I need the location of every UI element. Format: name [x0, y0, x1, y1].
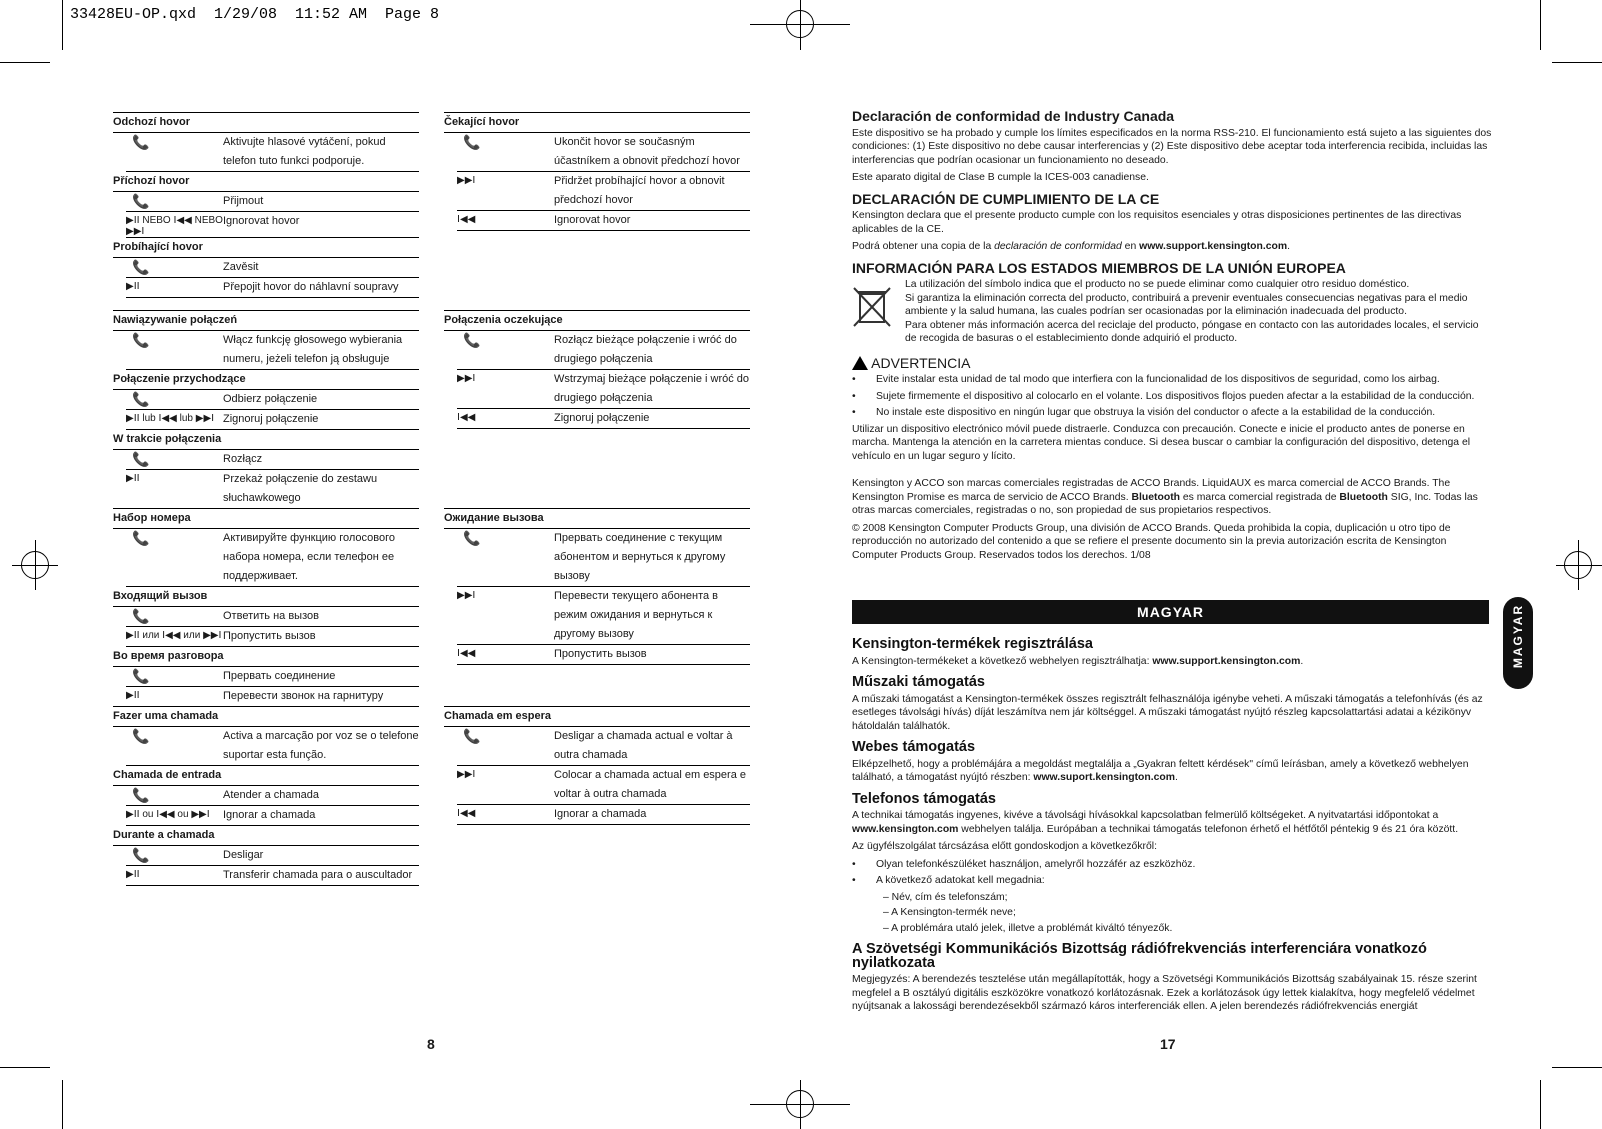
section-heading: W trakcie połączenia [113, 430, 419, 450]
registration-mark-icon [1564, 551, 1592, 579]
table-row: 📞 Zavěsit [126, 258, 419, 278]
section-heading: Набор номера [113, 508, 419, 529]
phone-handset-icon: 📞 [132, 609, 150, 625]
table-row: I◀◀ Zignoruj połączenie [457, 409, 750, 429]
skip-previous-icon: I◀◀ [457, 648, 476, 659]
table-row: 📞 Активируйте функцию голосового набора номера, если телефон ее поддерживает. [126, 529, 419, 587]
skip-next-icon: ▶▶I [195, 413, 215, 424]
play-pause-icon: ▶II [126, 473, 140, 484]
section-heading: Połączenie przychodzące [113, 370, 419, 390]
detail-item: – Név, cím és telefonszám; [883, 891, 1008, 903]
play-pause-icon: ▶II [126, 809, 140, 820]
table-row: 📞 Activa a marcação por voz se o telefone suportar esta função. [126, 727, 419, 766]
skip-previous-icon: I◀◀ [457, 214, 476, 225]
table-row: ▶II Transferir chamada para o auscultador [126, 866, 419, 886]
play-pause-icon: ▶II [126, 281, 140, 292]
section-heading: Příchozí hovor [113, 172, 419, 192]
technical-support-text: A műszaki támogatást a Kensington-termékek összes regisztrált felhasználója igénybe veheti. A műszaki támogatás a telefonhívás (és az esetleges távolsági hívás) díját leszámítva nem jár költséggel. A műszaki támogatást nyújtó részleg kapcsolattartási adatai a kézikönyv hátoldalán találhatók. [852, 693, 1483, 732]
table-row: ▶▶I Přidržet probíhající hovor a obnovit předchozí hovor [457, 172, 750, 211]
play-pause-icon: ▶II [126, 690, 140, 701]
table-row: ▶II ou I◀◀ ou ▶▶I Ignorar a chamada [126, 806, 419, 826]
skip-next-icon: ▶▶I [457, 769, 476, 780]
call-table [113, 706, 419, 886]
play-pause-icon: ▶II [126, 215, 140, 226]
skip-next-icon: ▶▶I [126, 226, 145, 237]
skip-previous-icon: I◀◀ [457, 808, 476, 819]
registration-heading: Kensington-termékek regisztrálása [852, 636, 1093, 652]
table-row: 📞 Ukončit hovor se současným účastníkem a obnovit předchozí hovor [457, 133, 750, 172]
crop-mark [0, 62, 50, 63]
eu-text-1: La utilización del símbolo indica que el producto no se puede eliminar como cualquier otro residuo doméstico. [905, 279, 1410, 290]
skip-next-icon: ▶▶I [191, 809, 210, 820]
table-row: 📞 Odbierz połączenie [126, 390, 419, 410]
section-heading: Čekající hovor [444, 112, 750, 133]
play-pause-icon: ▶II [126, 630, 140, 641]
phone-handset-icon: 📞 [132, 135, 150, 151]
section-heading: Chamada em espera [444, 706, 750, 727]
section-heading: Połączenia oczekujące [444, 310, 750, 331]
web-support-link[interactable]: www.suport.kensington.com [1033, 772, 1176, 783]
detail-item: – A problémára utaló jelek, illetve a problémát kiváltó tényezők. [883, 922, 1173, 934]
skip-previous-icon: I◀◀ [156, 809, 175, 820]
ce-copy-text: Podrá obtener una copia de la declaración de conformidad en www.support.kensington.com. [852, 241, 1290, 252]
phone-handset-icon: 📞 [132, 392, 150, 408]
file-header: 33428EU-OP.qxd 1/29/08 11:52 AM Page 8 [70, 6, 440, 23]
table-row: 📞 Rozłącz [126, 450, 419, 470]
table-row: 📞 Atender a chamada [126, 786, 419, 806]
fcc-text: Megjegyzés: A berendezés tesztelése után megállapították, hogy a Szövetségi Kommunikációs Bizottság szabályainak 15. része szerint megfelel a B osztályú digitális eszközökre vonatkozó korlátozásnak. Ezek a korlátozások úgy lettek kialakítva, hogy megfelelő védelmet nyújtsanak a lakossági berendezésekből származó káros interferenciák ellen. A jelen berendezés rádiófrekvenciás energiát [852, 974, 1477, 1012]
registration-mark-icon [786, 10, 814, 38]
play-pause-icon: ▶II [126, 869, 140, 880]
magyar-tab: MAGYAR [1503, 597, 1533, 689]
copyright-text: © 2008 Kensington Computer Products Group, una división de ACCO Brands. Queda prohibida la copia, duplicación u otro tipo de reproducción no autorizado del contenido a que se refiere el presente documento sin la previa autorización escrita de Kensington Computer Products Group. Reservados todos los derechos. 1/08 [852, 522, 1451, 561]
table-row: 📞 Desligar a chamada actual e voltar à outra chamada [457, 727, 750, 766]
registration-mark-icon [21, 551, 49, 579]
table-row: I◀◀ Пропустить вызов [457, 645, 750, 665]
table-row: ▶II или I◀◀ или ▶▶I Пропустить вызов [126, 627, 419, 647]
crop-mark [0, 1067, 50, 1068]
table-row: 📞 Aktivujte hlasové vytáčení, pokud telefon tuto funkci podporuje. [126, 133, 419, 172]
weee-bin-icon [852, 286, 892, 328]
phone-handset-icon: 📞 [132, 531, 150, 547]
section-heading: Ожидание вызова [444, 508, 750, 529]
table-row: ▶▶I Перевести текущего абонента в режим ожидания и вернуться к другому вызову [457, 587, 750, 645]
call-waiting-table [444, 310, 750, 429]
registration-text: A Kensington-termékeket a következő webhelyen regisztrálhatja: www.support.kensington.com. [852, 655, 1304, 667]
trademark-text: Kensington y ACCO son marcas comerciales registradas de ACCO Brands. LiquidAUX es marca comercial de ACCO Brands. The Kensington Promise es marca de servicio de ACCO Brands. Bluetooth es marca comercial registrada de Bluetooth SIG, Inc. Todas las otras marcas comerciales, registradas o no, son propiedad de sus propietarios respectivos. [852, 478, 1478, 516]
table-row: 📞 Прервать соединение [126, 667, 419, 687]
phone-handset-icon: 📞 [132, 452, 150, 468]
call-waiting-table [444, 112, 750, 231]
table-row: 📞 Desligar [126, 846, 419, 866]
hungarian-section [852, 630, 1492, 1018]
technical-support-heading: Műszaki támogatás [852, 674, 985, 690]
magyar-banner: MAGYAR [852, 600, 1489, 624]
crop-mark [1552, 62, 1602, 63]
call-table [113, 310, 419, 509]
section-heading: Nawiązywanie połączeń [113, 310, 419, 331]
table-row: 📞 Přijmout [126, 192, 419, 212]
table-row: 📞 Włącz funkcję głosowego wybierania numeru, jeżeli telefon ją obsługuje [126, 331, 419, 370]
warning-item: • Evite instalar esta unidad de tal modo que interfiera con la funcionalidad de los dispositivos de seguridad, como los airbag. [852, 373, 1492, 387]
warning-item: • No instale este dispositivo en ningún lugar que obstruya la visión del conductor o afecte a la estabilidad de la conducción. [852, 406, 1492, 420]
play-pause-icon: ▶II [126, 413, 140, 424]
phone-handset-icon: 📞 [463, 135, 481, 151]
section-heading: Chamada de entrada [113, 766, 419, 786]
web-support-text: Elképzelhető, hogy a problémájára a megoldást megtalálja a „Gyakran feltett kérdések" című leírásban, amely a következő webhelyen található, a támogatást nyújtó részben: www.suport.kensington.com. [852, 758, 1469, 783]
phone-handset-icon: 📞 [132, 788, 150, 804]
phone-support-text: A technikai támogatás ingyenes, kivéve a távolsági hívásokkal kapcsolatban felmerülő költségeket. A nyitvatartási időpontokat a www.kensington.com webhelyen találja. Európában a technikai támogatás telefonon érhető el hétfőtől péntekig 9 és 21 óra között. [852, 810, 1459, 835]
call-table [113, 508, 419, 707]
warning-heading: ADVERTENCIA [852, 354, 1492, 371]
eu-heading: INFORMACIÓN PARA LOS ESTADOS MIEMBROS DE LA UNIÓN EUROPEA [852, 259, 1346, 276]
phone-handset-icon: 📞 [132, 729, 150, 745]
crop-mark [1540, 0, 1541, 50]
ce-text: Kensington declara que el presente producto cumple con los requisitos esenciales y otras disposiciones pertinentes de las directivas aplicables de la CE. [852, 210, 1462, 235]
section-heading: Входящий вызов [113, 587, 419, 607]
call-table [113, 112, 419, 298]
table-row: ▶▶I Colocar a chamada actual em espera e voltar à outra chamada [457, 766, 750, 805]
skip-next-icon: ▶▶I [203, 630, 222, 641]
table-row: ▶II lub I◀◀ lub ▶▶I Zignoruj połączenie [126, 410, 419, 430]
section-heading: Durante a chamada [113, 826, 419, 846]
phone-handset-icon: 📞 [463, 729, 481, 745]
skip-previous-icon: I◀◀ [457, 412, 476, 423]
right-page-number: 17 [1160, 1036, 1176, 1052]
table-row: ▶II Перевести звонок на гарнитуру [126, 687, 419, 707]
phone-handset-icon: 📞 [132, 260, 150, 276]
support-link[interactable]: www.support.kensington.com [1152, 655, 1301, 667]
call-waiting-table [444, 706, 750, 825]
web-support-heading: Webes támogatás [852, 739, 976, 755]
warning-icon [852, 356, 868, 370]
registration-mark-icon [786, 1090, 814, 1118]
crop-mark [62, 1080, 63, 1129]
table-row: I◀◀ Ignorar a chamada [457, 805, 750, 825]
table-row: ▶II NEBO I◀◀ NEBO ▶▶I Ignorovat hovor [126, 212, 419, 238]
crop-mark [62, 0, 63, 50]
crop-mark [1552, 1067, 1602, 1068]
kensington-link[interactable]: www.kensington.com [852, 823, 959, 835]
industry-canada-heading: Declaración de conformidad de Industry Canada [852, 108, 1175, 124]
before-call-text: Az ügyfélszolgálat tárcsázása előtt gondoskodjon a következőkről: [852, 841, 1157, 852]
phone-handset-icon: 📞 [132, 194, 150, 210]
table-row: ▶II Přepojit hovor do náhlavní soupravy [126, 278, 419, 298]
phone-handset-icon: 📞 [132, 333, 150, 349]
skip-next-icon: ▶▶I [457, 590, 476, 601]
requirement-item: • A következő adatokat kell megadnia: [852, 874, 1492, 888]
table-row: ▶▶I Wstrzymaj bieżące połączenie i wróć do drugiego połączenia [457, 370, 750, 409]
skip-previous-icon: I◀◀ [158, 413, 177, 424]
detail-item: – A Kensington-termék neve; [883, 907, 1016, 918]
industry-canada-text: Este dispositivo se ha probado y cumple los límites especificados en la norma RSS-210. El funcionamiento está sujeto a las siguientes dos condiciones: (1) Este dispositivo no debe causar interferencias y (2) Este dispositivo debe aceptar toda interferencia recibida, incluidas las interferencias que podrían ocasionar un funcionamiento no deseado. [852, 127, 1492, 166]
table-row: I◀◀ Ignorovat hovor [457, 211, 750, 231]
table-row: 📞 Rozłącz bieżące połączenie i wróć do drugiego połączenia [457, 331, 750, 370]
ce-heading: DECLARACIÓN DE CUMPLIMIENTO DE LA CE [852, 190, 1160, 207]
skip-previous-icon: I◀◀ [162, 630, 181, 641]
eu-text-2: Si garantiza la eliminación correcta del producto, contribuirá a prevenir eventuales consecuencias negativas para el medio ambiente y la salud humana, las cuales podrían ser ocasionadas por la eliminación inadecuada del producto. [905, 292, 1468, 317]
eu-text-3a: Para obtener más información acerca del reciclaje del producto, póngase en contacto con las autoridades locales, el servicio de recogida de basuras o el establecimiento donde adquirió el producto. [905, 319, 1479, 344]
skip-previous-icon: I◀◀ [173, 215, 192, 226]
section-heading: Во время разговора [113, 647, 419, 667]
section-heading: Odchozí hovor [113, 112, 419, 133]
support-link[interactable]: www.support.kensington.com [1139, 241, 1288, 252]
phone-handset-icon: 📞 [132, 669, 150, 685]
phone-handset-icon: 📞 [463, 531, 481, 547]
phone-handset-icon: 📞 [463, 333, 481, 349]
ices-text: Este aparato digital de Clase B cumple la ICES-003 canadiense. [852, 172, 1149, 183]
call-waiting-table [444, 508, 750, 665]
fcc-heading: A Szövetségi Kommunikációs Bizottság rádiófrekvenciás interferenciára vonatkozó nyilatkozata [852, 941, 1427, 971]
requirement-item: • Olyan telefonkészüléket használjon, amelyről hozzáfér az eszközhöz. [852, 858, 1492, 872]
skip-next-icon: ▶▶I [457, 175, 476, 186]
skip-next-icon: ▶▶I [457, 373, 476, 384]
caution-text: Utilizar un dispositivo electrónico móvil puede distraerle. Conduzca con precaución. Conecte e inicie el producto antes de ponerse en marcha. Mantenga la atención en la carretera mientas conduce. Si desea buscar o cambiar la configuración del dispositivo, detenga el vehículo en un lugar seguro y lícito. [852, 423, 1471, 462]
table-row: 📞 Прервать соединение с текущим абонентом и вернуться к другому вызову [457, 529, 750, 587]
warning-item: • Sujete firmemente el dispositivo al colocarlo en el volante. Los dispositivos flojos pueden afectar a la estabilidad de la conducción. [852, 390, 1492, 404]
spanish-section [852, 110, 1492, 566]
section-heading: Fazer uma chamada [113, 706, 419, 727]
phone-handset-icon: 📞 [132, 848, 150, 864]
section-heading: Probíhající hovor [113, 238, 419, 258]
table-row: 📞 Ответить на вызов [126, 607, 419, 627]
table-row: ▶II Przekaż połączenie do zestawu słuchawkowego [126, 470, 419, 509]
crop-mark [1540, 1080, 1541, 1129]
left-page-number: 8 [427, 1036, 435, 1052]
phone-support-heading: Telefonos támogatás [852, 790, 996, 807]
